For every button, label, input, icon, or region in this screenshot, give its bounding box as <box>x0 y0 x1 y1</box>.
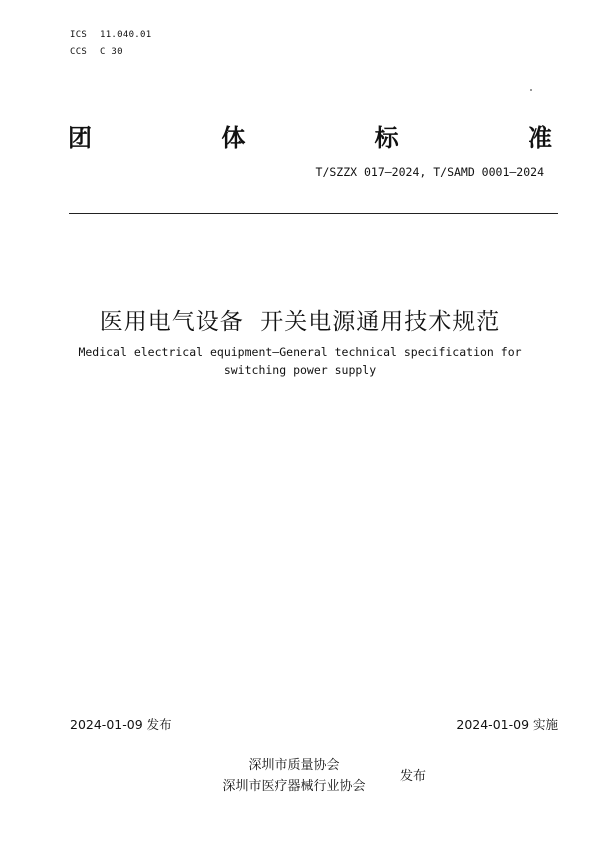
issuing-org: 深圳市质量协会 <box>248 758 340 773</box>
issue-date: 2024-01-09 发布 <box>70 717 172 732</box>
corner-mark <box>530 89 532 91</box>
ics-label: ICS <box>70 30 88 40</box>
standard-type-char: 团 <box>68 124 92 152</box>
title-english-line: Medical electrical equipment—General technical specification for <box>78 345 522 359</box>
title-english <box>40 343 560 379</box>
header-divider <box>69 213 558 214</box>
publish-label: 发布 <box>400 769 427 784</box>
standard-type-char: 标 <box>374 124 399 152</box>
title-english-line: switching power supply <box>223 363 377 377</box>
implementation-date: 2024-01-09 实施 <box>456 717 558 732</box>
ics-value: 11.040.01 <box>100 30 152 40</box>
ccs-label: CCS <box>70 47 88 57</box>
title-chinese: 医用电气设备 开关电源通用技术规范 <box>99 309 501 335</box>
standard-type-char: 准 <box>527 124 552 152</box>
standard-code: T/SZZX 017—2024, T/SAMD 0001—2024 <box>315 165 544 179</box>
issuing-org: 深圳市医疗器械行业协会 <box>222 779 366 794</box>
ccs-classification <box>70 47 123 57</box>
standard-type-char: 体 <box>221 124 246 152</box>
standard-type-heading <box>68 118 552 153</box>
ics-classification <box>70 30 151 40</box>
ccs-value: C 30 <box>100 47 123 57</box>
issuing-organizations <box>214 755 374 797</box>
